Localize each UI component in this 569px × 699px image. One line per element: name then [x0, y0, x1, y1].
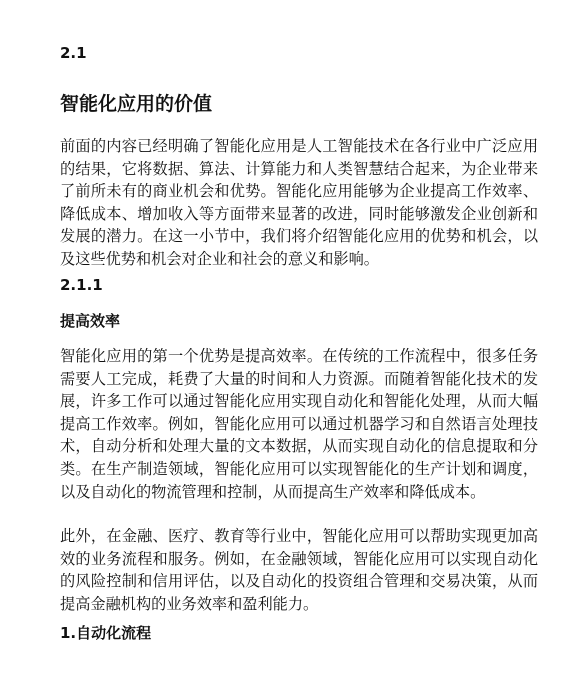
body-paragraph-2: 此外，在金融、医疗、教育等行业中，智能化应用可以帮助实现更加高效的业务流程和服务。例如，在金融领域，智能化应用可以实现自动化的风险控制和信用评估，以及自动化的投资组合管理和交易决策，从而提高金融机构的业务效率和盈利能力。 — [60, 527, 538, 613]
item-heading: 1.自动化流程 — [60, 624, 152, 642]
subsection-title: 提高效率 — [60, 312, 121, 330]
section-title: 智能化应用的价值 — [60, 93, 213, 115]
body-paragraph-1: 智能化应用的第一个优势是提高效率。在传统的工作流程中，很多任务需要人工完成，耗费了大量的时间和人力资源。而随着智能化技术的发展，许多工作可以通过智能化应用实现自动化和智能化处理，从而大幅提高工作效率。例如，智能化应用可以通过机器学习和自然语言处理技术，自动分析和处理大量的文本数据，从而实现自动化的信息提取和分类。在生产制造领域，智能化应用可以实现智能化的生产计划和调度，以及自动化的物流管理和控制，从而提高生产效率和降低成本。 — [60, 347, 538, 501]
section-number: 2.1 — [60, 44, 87, 62]
intro-paragraph: 前面的内容已经明确了智能化应用是人工智能技术在各行业中广泛应用的结果，它将数据、算法、计算能力和人类智慧结合起来，为企业带来了前所未有的商业机会和优势。智能化应用能够为企业提高工作效率、降低成本、增加收入等方面带来显著的改进，同时能够激发企业创新和发展的潜力。在这一小节中，我们将介绍智能化应用的优势和机会，以及这些优势和机会对企业和社会的意义和影响。 — [60, 137, 538, 268]
subsection-number: 2.1.1 — [60, 276, 103, 294]
